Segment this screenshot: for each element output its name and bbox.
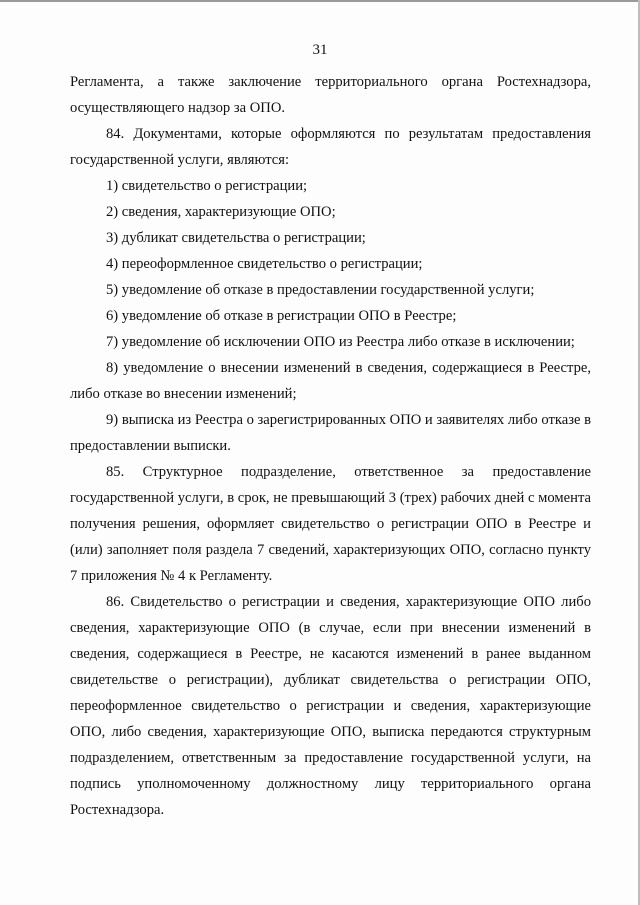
page-top-edge <box>0 0 640 2</box>
list-item: 9) выписка из Реестра о зарегистрированных ОПО и заявителях либо отказе в предоставлении выписки. <box>70 412 591 454</box>
list-item: 2) сведения, характеризующие ОПО; <box>106 204 336 220</box>
paragraph-84: 84. Документами, которые оформляются по результатам предоставления государственной услуги, являются: <box>70 126 591 168</box>
paragraph-86: 86. Свидетельство о регистрации и сведения, характеризующие ОПО либо сведения, характеризующие ОПО (в случае, если при внесении изменений в сведения, содержащиеся в Реестре, не касаются изменений в ранее выданном свидетельстве о регистрации), дубликат свидетельства о регистрации ОПО, переоформленное свидетельство о регистрации и сведения, характеризующие ОПО, либо сведения, характеризующие ОПО, выписка передаются структурным подразделением, ответственным за предоставление государственной услуги, на подпись уполномоченному должностному лицу территориального органа Ростехнадзора. <box>70 594 591 818</box>
list-item: 3) дубликат свидетельства о регистрации; <box>106 230 366 246</box>
paragraph-85: 85. Структурное подразделение, ответственное за предоставление государственной услуги, в срок, не превышающий 3 (трех) рабочих дней с момента получения решения, оформляет свидетельство о регистрации ОПО в Реестре и (или) заполняет поля раздела 7 сведений, характеризующих ОПО, согласно пункту 7 приложения № 4 к Регламенту. <box>70 464 591 584</box>
paragraph-continuation: Регламента, а также заключение территориального органа Ростехнадзора, осуществляющего надзор за ОПО. <box>70 74 591 116</box>
list-item: 5) уведомление об отказе в предоставлении государственной услуги; <box>106 282 535 298</box>
page-number: 31 <box>312 42 328 58</box>
list-item: 1) свидетельство о регистрации; <box>106 178 308 194</box>
list-item: 8) уведомление о внесении изменений в сведения, содержащиеся в Реестре, либо отказе во внесении изменений; <box>70 360 591 402</box>
list-item: 6) уведомление об отказе в регистрации ОПО в Реестре; <box>106 308 457 324</box>
list-item: 7) уведомление об исключении ОПО из Реестра либо отказе в исключении; <box>106 334 575 350</box>
list-item: 4) переоформленное свидетельство о регистрации; <box>106 256 423 272</box>
document-body <box>70 69 591 823</box>
